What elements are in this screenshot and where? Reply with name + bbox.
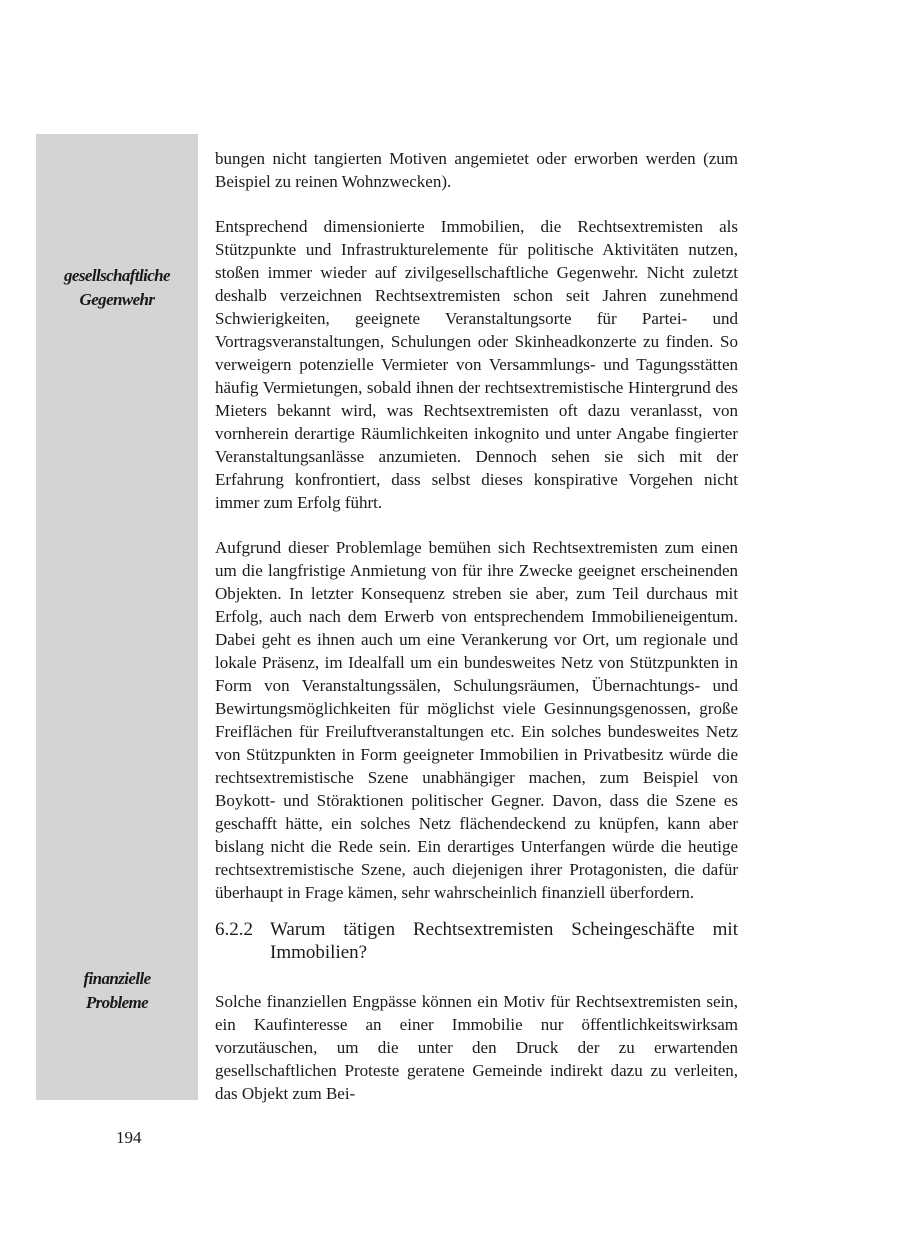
main-text-column [215, 147, 738, 1105]
marginal-note-gesellschaftliche-gegenwehr [36, 264, 198, 312]
section-heading [215, 918, 738, 964]
marginal-note-line: Gegenwehr [79, 290, 155, 309]
marginal-note-line: gesellschaftliche [64, 266, 170, 285]
paragraph: Solche finanziellen Engpässe können ein Motiv für Rechtsextremisten sein, ein Kaufinteresse an einer Immobilie nur öffentlichkeitswirksam vorzutäuschen, um die unter den Druck der zu erwartenden gesellschaftlichen Proteste geratene Gemeinde indirekt dazu zu verleiten, das Objekt zum Bei- [215, 992, 738, 1103]
section-title: Warum tätigen Rechtsextremisten Scheingeschäfte mit Immobilien? [270, 919, 738, 963]
paragraph: bungen nicht tangierten Motiven angemietet oder erworben werden (zum Beispiel zu reinen Wohnzwecken). [215, 149, 738, 191]
page-number: 194 [116, 1128, 142, 1147]
section-number: 6.2.2 [215, 919, 253, 940]
paragraph: Aufgrund dieser Problemlage bemühen sich Rechtsextremisten zum einen um die langfristige Anmietung von für ihre Zwecke geeignet erscheinenden Objekten. In letzter Konsequenz streben sie aber, zum Teil durchaus mit Erfolg, auch nach dem Erwerb von entsprechendem Immobilieneigentum. Dabei geht es ihnen auch um eine Verankerung vor Ort, um regionale und lokale Präsenz, im Idealfall um ein bundesweites Netz von Stützpunkten in Form von Veranstaltungssälen, Schulungsräumen, Übernachtungs- und Bewirtungsmöglichkeiten für möglichst viele Gesinnungsgenossen, große Freiflächen für Freiluftveranstaltungen etc. Ein solches bundesweites Netz von Stützpunkten in Form geeigneter Immobilien in Privatbesitz würde die rechtsextremistische Szene unabhängiger machen, zum Beispiel von Boykott- und Störaktionen politischer Gegner. Davon, dass die Szene es geschafft hätte, ein solches Netz flächendeckend zu knüpfen, kann aber bislang nicht die Rede sein. Ein derartiges Unterfangen würde die heutige rechtsextremistische Szene, auch diejenigen ihrer Protagonisten, die dafür überhaupt in Frage kämen, sehr wahrscheinlich finanziell überfordern. [215, 538, 738, 902]
marginal-note-finanzielle-probleme [36, 967, 198, 1015]
paragraph: Entsprechend dimensionierte Immobilien, die Rechtsextremisten als Stützpunkte und Infrastrukturelemente für politische Aktivitäten nutzen, stoßen immer wieder auf zivilgesellschaftliche Gegenwehr. Nicht zuletzt deshalb verzeichnen Rechtsextremisten schon seit Jahren zunehmend Schwierigkeiten, geeignete Veranstaltungsorte für Partei- und Vortragsveranstaltungen, Schulungen oder Skinheadkonzerte zu finden. So verweigern potenzielle Vermieter von Versammlungs- und Tagungsstätten häufig Vermietungen, sobald ihnen der rechtsextremistische Hintergrund des Mieters bekannt wird, was Rechtsextremisten oft dazu veranlasst, von vornherein derartige Räumlichkeiten inkognito und unter Angabe fingierter Veranstaltungsanlässe anzumieten. Dennoch sehen sie sich mit der Erfahrung konfrontiert, dass selbst dieses konspirative Vorgehen nicht immer zum Erfolg führt. [215, 217, 738, 512]
marginal-note-line: Probleme [85, 993, 149, 1012]
marginal-note-line: finanzielle [83, 969, 151, 988]
